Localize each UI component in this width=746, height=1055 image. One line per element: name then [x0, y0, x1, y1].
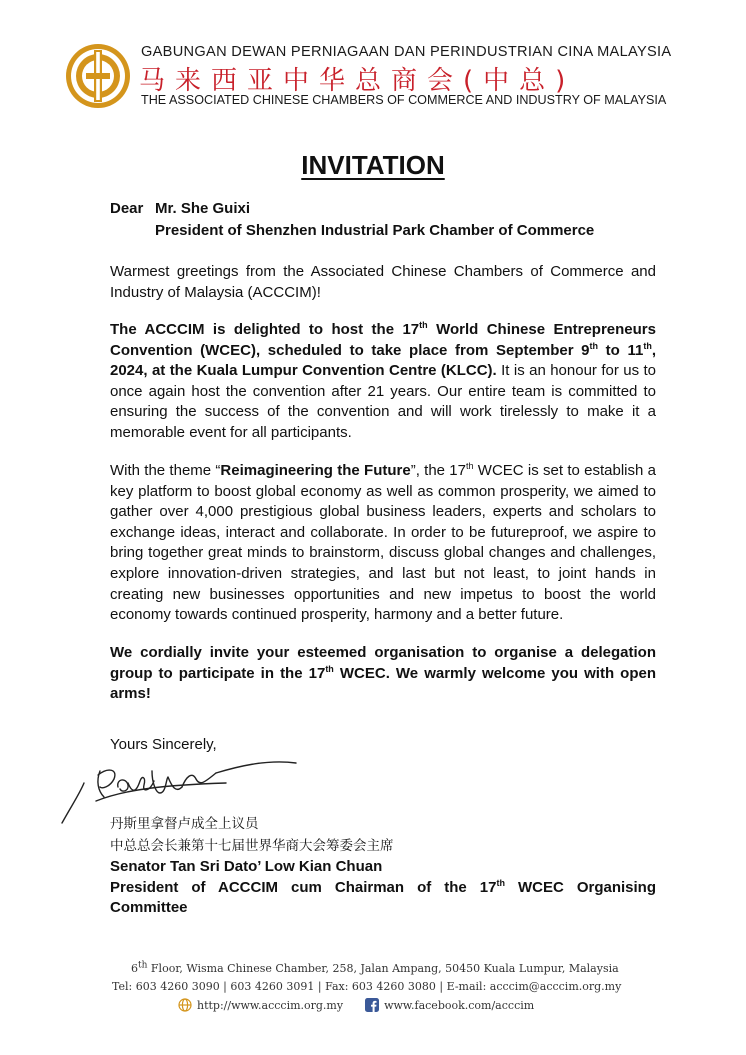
signatory-title-a: President of ACCCIM cum Chairman of the 17: [110, 878, 497, 896]
org-name-malay: GABUNGAN DEWAN PERNIAGAAN DAN PERINDUSTRIAN CINA MALAYSIA: [141, 44, 672, 60]
p3-text-a: With the theme “: [110, 462, 221, 479]
recipient-block: [110, 198, 594, 242]
closing: Yours Sincerely,: [110, 736, 217, 753]
org-name-english: THE ASSOCIATED CHINESE CHAMBERS OF COMMERCE AND INDUSTRY OF MALAYSIA: [141, 93, 667, 107]
website-url: http://www.acccim.org.my: [197, 998, 344, 1012]
p2-sup-1: th: [419, 320, 428, 330]
p3-text-b: ”, the 17: [410, 462, 466, 479]
signatory-chinese-title: 中总总会长兼第十七届世界华商大会筹委会主席: [110, 838, 394, 854]
acccim-logo-icon: [64, 42, 132, 110]
p2-text-a: The ACCCIM is delighted to host the 17: [110, 321, 420, 338]
footer-address-sup: th: [138, 960, 148, 971]
footer-address-a: 6: [131, 962, 138, 975]
p2-sup-3: th: [643, 340, 652, 351]
paragraph-invitation: [110, 643, 656, 705]
letter-title: [0, 150, 746, 181]
recipient-title: President of Shenzhen Industrial Park Chamber of Commerce: [155, 222, 595, 239]
facebook-icon: [365, 998, 379, 1012]
salutation: Dear: [110, 200, 144, 217]
facebook-link[interactable]: [365, 998, 534, 1012]
footer-links: [178, 998, 534, 1012]
org-name-chinese: 马来西亚中华总商会(中总): [139, 66, 576, 96]
p2-sup-2: th: [589, 340, 599, 351]
signatory-name: Senator Tan Sri Dato’ Low Kian Chuan: [110, 858, 383, 875]
paragraph-greeting: Warmest greetings from the Associated Chinese Chambers of Commerce and Industry of Malaysia (ACCCIM)!: [110, 263, 656, 301]
paragraph-convention: [110, 320, 656, 444]
facebook-url: www.facebook.com/acccim: [384, 998, 535, 1012]
signatory-title-sup: th: [496, 877, 505, 888]
p3-sup: th: [466, 461, 474, 471]
globe-icon: [178, 998, 192, 1012]
p4-text-b: WCEC. We warmly welcome you with open arms!: [110, 664, 656, 703]
footer-address-b: Floor, Wisma Chinese Chamber, 258, Jalan Ampang, 50450 Kuala Lumpur, Malaysia: [147, 962, 619, 975]
p2-text-c: to 11: [598, 341, 644, 359]
website-link[interactable]: [178, 998, 343, 1012]
p4-sup: th: [325, 663, 334, 674]
signatory-title-b: WCEC Organising Committee: [110, 878, 656, 916]
paragraph-theme: [110, 461, 656, 626]
p3-text-c: WCEC is set to establish a key platform to boost global economy as well as common prosperity, we aimed to gather over 4,000 prestigious global business leaders, experts and scholars to exchange ideas, interact and collaborate. In order to be futureproof, we aspire to bring together great minds to brainstorm, discuss global changes and challenges, explore innovation-driven strategies, and last but not least, to joint hands in creating new businesses opportunities and new impetus to boost the world economy towards continued prosperity, harmony and a better future.: [110, 462, 656, 624]
signatory-chinese-name: 丹斯里拿督卢成全上议员: [110, 816, 259, 832]
recipient-name: Mr. She Guixi: [155, 200, 251, 217]
p4-text-a: We cordially invite your esteemed organisation to organise a delegation group to participate in the 17: [110, 644, 656, 682]
p2-text-e: It is an honour for us to once again host the convention after 21 years. Our entire team is committed to ensuring the success of the convention and will work tirelessly to make it a memorable event for all participants.: [110, 362, 657, 441]
p2-text-b: World Chinese Entrepreneurs Convention (WCEC), scheduled to take place from September 9: [110, 321, 656, 359]
footer-contacts: Tel: 603 4260 3090 | 603 4260 3091 | Fax: 603 4260 3080 | E-mail: acccim@acccim.org.my: [112, 980, 622, 993]
signatory-block: [110, 813, 656, 919]
letter-title-text: INVITATION: [301, 150, 445, 180]
signatory-title: [110, 878, 656, 919]
p2-text-d: , 2024, at the Kuala Lumpur Convention Centre (KLCC).: [110, 341, 656, 380]
theme-name: Reimagineering the Future: [220, 462, 411, 479]
footer-address: [131, 962, 619, 975]
